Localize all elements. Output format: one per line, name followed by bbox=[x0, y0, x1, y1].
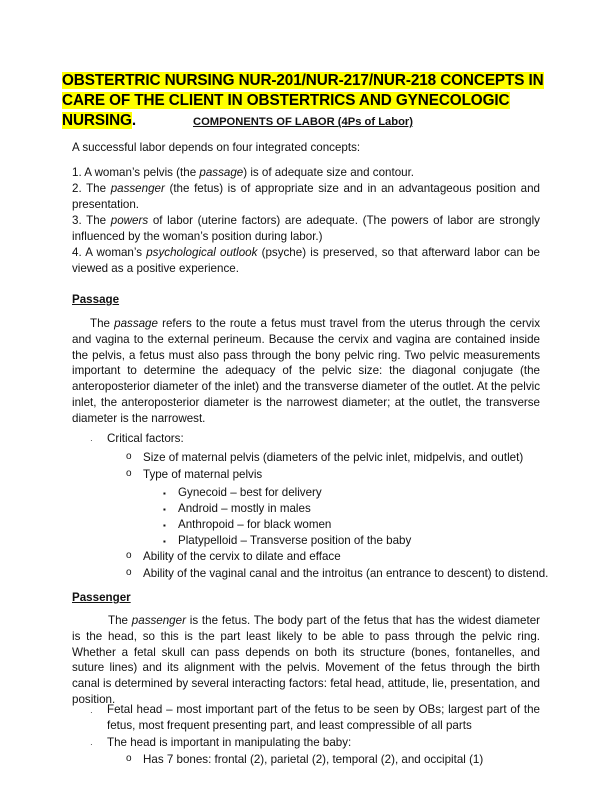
concept-text: 1. A woman’s pelvis (the bbox=[72, 166, 200, 179]
passage-heading: Passage bbox=[72, 293, 120, 306]
square-bullet-icon: ▪ bbox=[163, 505, 166, 514]
concept-text: 3. The bbox=[72, 214, 111, 227]
pelvis-type-item: Platypelloid – Transverse position of the baby bbox=[178, 534, 412, 547]
paragraph-text: refers to the route a fetus must travel from the uterus through the cervix and vagina to the external perineum. Because the cervix and vagina are contained inside the pelvis, a fetus must also pass through the bony pelvic ring. Two pelvic measurements important to determine the adequacy of the pelvic size: the diagonal conjugate (the anteroposterior diameter of the inlet) and the transverse diameter of the outlet. At the pelvic inlet, the anteroposterior diameter is the narrowest diameter; at the outlet, the transverse diameter is the narrowest. bbox=[72, 317, 540, 425]
bullet-icon: · bbox=[90, 708, 93, 717]
pelvis-type-item: Android – mostly in males bbox=[178, 502, 311, 515]
concept-emphasis: powers bbox=[110, 214, 149, 227]
factor-item: Type of maternal pelvis bbox=[143, 468, 263, 481]
circle-bullet-icon: o bbox=[126, 451, 132, 462]
critical-factors-label: Critical factors: bbox=[107, 432, 184, 445]
paragraph-text: The bbox=[90, 317, 115, 330]
square-bullet-icon: ▪ bbox=[163, 521, 166, 530]
paragraph-emphasis: passenger bbox=[131, 614, 186, 627]
concept-emphasis: psychological outlook bbox=[146, 246, 258, 259]
factor-item: Size of maternal pelvis (diameters of the pelvic inlet, midpelvis, and outlet) bbox=[143, 451, 524, 464]
square-bullet-icon: ▪ bbox=[163, 537, 166, 546]
concept-text: 2. The bbox=[72, 182, 111, 195]
concept-text: (the fetus) is of appropriate size and in an advantageous position and presentation. bbox=[72, 182, 540, 211]
passage-paragraph bbox=[72, 316, 540, 427]
circle-bullet-icon: o bbox=[126, 567, 132, 578]
title-line-1: OBSTERTRIC NURSING NUR-201/NUR-217/NUR-218 CONCEPTS IN bbox=[62, 72, 544, 89]
circle-bullet-icon: o bbox=[126, 550, 132, 561]
passenger-bullet: The head is important in manipulating the baby: bbox=[107, 736, 352, 749]
concept-item bbox=[72, 181, 540, 213]
concept-text: ) is of adequate size and contour. bbox=[243, 166, 415, 179]
concept-emphasis: passenger bbox=[110, 182, 165, 195]
section-subtitle: COMPONENTS OF LABOR (4Ps of Labor) bbox=[192, 116, 414, 128]
passenger-paragraph bbox=[72, 613, 540, 708]
paragraph-text: The bbox=[108, 614, 132, 627]
concept-item bbox=[72, 213, 540, 245]
concept-item bbox=[72, 165, 540, 181]
pelvis-type-item: Anthropoid – for black women bbox=[178, 518, 332, 531]
pelvis-type-item: Gynecoid – best for delivery bbox=[178, 486, 322, 499]
bullet-icon: · bbox=[90, 740, 93, 749]
paragraph-emphasis: passage bbox=[114, 317, 158, 330]
title-period: . bbox=[131, 112, 136, 129]
factor-item: Ability of the vaginal canal and the introitus (an entrance to descent) to distend. bbox=[143, 567, 549, 580]
factor-item: Ability of the cervix to dilate and efface bbox=[143, 550, 341, 563]
title-line-2: CARE OF THE CLIENT IN OBSTERTRICS AND GYNECOLOGIC NURSING bbox=[62, 92, 510, 129]
passenger-sub-bullet: Has 7 bones: frontal (2), parietal (2), temporal (2), and occipital (1) bbox=[143, 753, 484, 766]
bullet-icon: · bbox=[90, 436, 93, 445]
passenger-bullet: Fetal head – most important part of the fetus to be seen by OBs; largest part of the fetus, most frequent presenting part, and least compressible of all parts bbox=[107, 703, 540, 732]
passenger-heading: Passenger bbox=[72, 591, 131, 604]
concept-text: (psyche) is preserved, so that afterward labor can be viewed as a positive experience. bbox=[72, 246, 541, 275]
concept-item bbox=[72, 245, 540, 277]
paragraph-text: is the fetus. The body part of the fetus that has the widest diameter is the head, so this is the part least likely to be able to pass through the pelvic ring. Whether a fetal skull can pass depends on both its structure (bones, fontanelles, and suture lines) and its alignment with the pelvis. Movement of the fetus through the birth canal is determined by several interacting factors: fetal head, attitude, lie, presentation, and position. bbox=[72, 614, 540, 706]
circle-bullet-icon: o bbox=[126, 753, 132, 764]
circle-bullet-icon: o bbox=[126, 468, 132, 479]
square-bullet-icon: ▪ bbox=[163, 489, 166, 498]
concept-text: of labor (uterine factors) are adequate. (The powers of labor are strongly influenced by the woman’s position during labor.) bbox=[72, 214, 540, 243]
intro-text: A successful labor depends on four integrated concepts: bbox=[72, 141, 361, 154]
concept-emphasis: passage bbox=[199, 166, 244, 179]
concept-text: 4. A woman’s bbox=[72, 246, 147, 259]
